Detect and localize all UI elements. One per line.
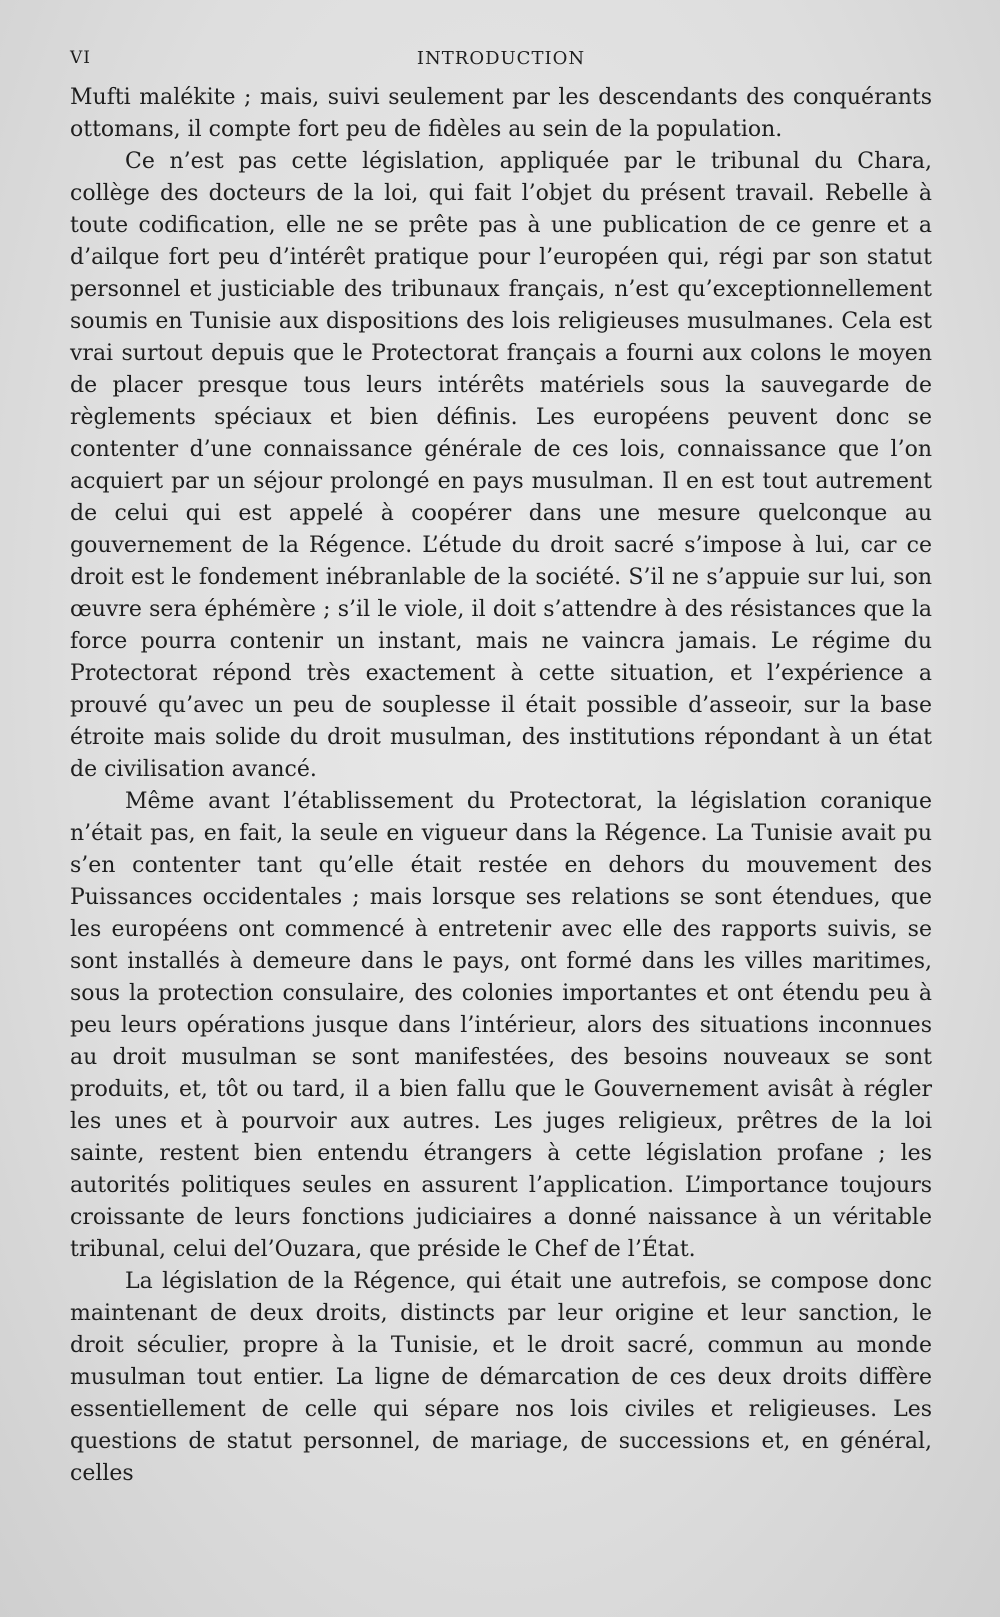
page-number: VI	[70, 48, 91, 68]
body-text	[70, 82, 932, 1490]
paragraph: La législation de la Régence, qui était une autrefois, se compose donc maintenant de deux droits, distincts par leur origine et leur sanction, le droit séculier, propre à la Tunisie, et le droit sacré, commun au monde musulman tout entier. La ligne de démarcation de ces deux droits diffère essentiellement de celle qui sépare nos lois civiles et religieuses. Les questions de statut personnel, de mariage, de successions et, en général, celles	[70, 1269, 932, 1486]
paragraph: Ce n’est pas cette législation, appliquée par le tribunal du Chara, collège des docteurs de la loi, qui fait l’objet du présent travail. Rebelle à toute codification, elle ne se prête pas à une publication de ce genre et a d’ailque fort peu d’intérêt pratique pour l’européen qui, régi par son statut personnel et justiciable des tribunaux français, n’est qu’exceptionnellement soumis en Tunisie aux dispositions des lois religieuses musulmanes. Cela est vrai surtout depuis que le Protectorat français a fourni aux colons le moyen de placer presque tous leurs intérêts matériels sous la sauvegarde de règlements spéciaux et bien définis. Les européens peuvent donc se contenter d’une connaissance générale de ces lois, connaissance que l’on acquiert par un séjour prolongé en pays musulman. Il en est tout autrement de celui qui est appelé à coopérer dans une mesure quelconque au gouvernement de la Régence. L’étude du droit sacré s’impose à lui, car ce droit est le fondement inébranlable de la société. S’il ne s’appuie sur lui, son œuvre sera éphémère ; s’il le viole, il doit s’attendre à des résistances que la force pourra contenir un instant, mais ne vaincra jamais. Le régime du Protectorat répond très exactement à cette situation, et l’expérience a prouvé qu’avec un peu de souplesse il était possible d’asseoir, sur la base étroite mais solide du droit musulman, des institutions répondant à un état de civilisation avancé.	[70, 149, 932, 782]
running-title: INTRODUCTION	[416, 48, 586, 69]
paragraph-continuation: Mufti malékite ; mais, suivi seulement par les descendants des conquérants ottomans, il compte fort peu de fidèles au sein de la population.	[70, 85, 932, 142]
page-header	[70, 48, 932, 74]
paragraph: Même avant l’établissement du Protectorat, la législation coranique n’était pas, en fait, la seule en vigueur dans la Régence. La Tunisie avait pu s’en contenter tant qu’elle était restée en dehors du mouvement des Puissances occidentales ; mais lorsque ses relations se sont étendues, que les européens ont commencé à entretenir avec elle des rapports suivis, se sont installés à demeure dans le pays, ont formé dans les villes maritimes, sous la protection consulaire, des colonies importantes et ont étendu peu à peu leurs opérations jusque dans l’intérieur, alors des situations inconnues au droit musulman se sont manifestées, des besoins nouveaux se sont produits, et, tôt ou tard, il a bien fallu que le Gouvernement avisât à régler les unes et à pourvoir aux autres. Les juges religieux, prêtres de la loi sainte, restent bien entendu étrangers à cette législation profane ; les autorités politiques seules en assurent l’application. L’importance toujours croissante de leurs fonctions judiciaires a donné naissance à un véritable tribunal, celui del’Ouzara, que préside le Chef de l’État.	[70, 789, 932, 1262]
